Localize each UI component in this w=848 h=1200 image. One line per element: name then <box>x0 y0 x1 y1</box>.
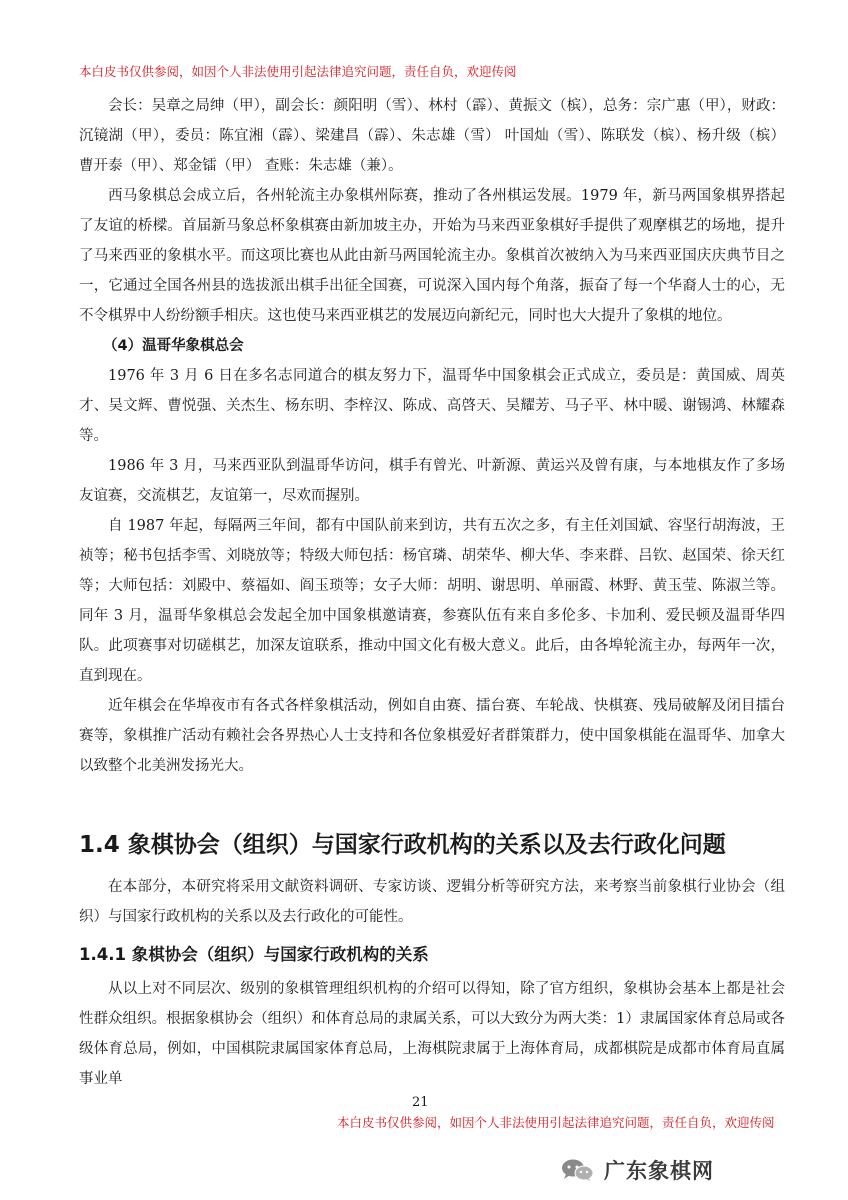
paragraph-malaysia-visit: 1986 年 3 月，马来西亚队到温哥华访问，棋手有曾光、叶新源、黄运兴及曾有康，与本地棋友作了多场友谊赛，交流棋艺，友谊第一，尽欢而握别。 <box>79 458 785 504</box>
paragraph-recent-activities: 近年棋会在华埠夜市有各式各样象棋活动，例如自由赛、擂台赛、车轮战、快棋赛、残局破解及闭目擂台赛等，象棋推广活动有赖社会各界热心人士支持和各位象棋爱好者群策群力，使中国象棋能在温哥华、加拿大以致整个北美洲发扬光大。 <box>79 698 785 774</box>
paragraph-officers: 会长：吴章之局绅（甲），副会长：颜阳明（雪）、林村（霹）、黄振文（槟），总务：宗广惠（甲），财政：沉镜湖（甲），委员：陈宜湘（霹）、梁建昌（霹）、朱志雄（雪） 叶国灿（雪）、陈联发（槟）、杨升级（槟） 曹开泰（甲）、郑金镭（甲） 查账：朱志雄（兼）。 <box>79 98 785 174</box>
disclaimer-notice-top: 本白皮书仅供参阅，如因个人非法使用引起法律追究问题，责任自负，欢迎传阅 <box>79 64 517 79</box>
disclaimer-notice-bottom: 本白皮书仅供参阅，如因个人非法使用引起法律追究问题，责任自负，欢迎传阅 <box>337 1115 775 1130</box>
paragraph-china-visits: 自 1987 年起，每隔两三年间，都有中国队前来到访，共有五次之多，有主任刘国斌、容坚行胡海波，王祯等；秘书包括李雪、刘晓放等；特级大师包括：杨官璘、胡荣华、柳大华、李来群、吕钦、赵国荣、徐天红等；大师包括：刘殿中、蔡福如、阎玉琐等；女子大师：胡明、谢思明、单丽霞、林野、黄玉莹、陈淑兰等。同年 3 月，温哥华象棋总会发起全加中国象棋邀请赛，参赛队伍有来自多伦多、卡加利、爱民顿及温哥华四队。此项赛事对切磋棋艺，加深友谊联系，推动中国文化有极大意义。此后，由各埠轮流主办，每两年一次，直到现在。 <box>79 518 785 684</box>
body-text-block-2 <box>79 872 785 932</box>
watermark <box>560 1154 714 1186</box>
paragraph-subsection: 从以上对不同层次、级别的象棋管理组织机构的介绍可以得知，除了官方组织，象棋协会基本上都是社会性群众组织。根据象棋协会（组织）和体育总局的隶属关系，可以大致分为两大类：1）隶属国家体育总局或各级体育总局，例如，中国棋院隶属国家体育总局，上海棋院隶属于上海体育局，成都棋院是成都市体育局直属事业单 <box>79 981 785 1087</box>
sub-heading-vancouver: （4）温哥华象棋总会 <box>103 338 244 354</box>
subsection-title: 1.4.1 象棋协会（组织）与国家行政机构的关系 <box>79 945 429 964</box>
paragraph-west-malaysia: 西马象棋总会成立后，各州轮流主办象棋州际赛，推动了各州棋运发展。1979 年，新马两国象棋界搭起了友谊的桥樑。首届新马象总杯象棋赛由新加坡主办，开始为马来西亚象棋好手提供了观摩棋艺的场地，提升了马来西亚的象棋水平。而这项比赛也从此由新马两国轮流主办。象棋首次被纳入为马来西亚国庆庆典节目之一，它通过全国各州县的选拔派出棋手出征全国赛，可说深入国内每个角落，振奋了每一个华裔人士的心，无不令棋界中人纷纷额手相庆。这也使马来西亚棋艺的发展迈向新纪元，同时也大大提升了象棋的地位。 <box>79 188 785 324</box>
section-title: 1.4 象棋协会（组织）与国家行政机构的关系以及去行政化问题 <box>79 832 726 858</box>
watermark-text: 广东象棋网 <box>604 1159 714 1183</box>
page-number: 21 <box>412 1095 429 1110</box>
body-text-block-3 <box>79 974 785 1094</box>
paragraph-section-intro: 在本部分，本研究将采用文献资料调研、专家访谈、逻辑分析等研究方法，来考察当前象棋行业协会（组织）与国家行政机构的关系以及去行政化的可能性。 <box>79 879 785 925</box>
body-text-block-1 <box>79 91 785 781</box>
paragraph-vancouver-founding: 1976 年 3 月 6 日在多名志同道合的棋友努力下，温哥华中国象棋会正式成立，委员是：黄国威、周英才、吴文辉、曹悦强、关杰生、杨东明、李梓汉、陈成、高啓天、吴耀芳、马子平、林中暖、谢锡鸿、林耀森等。 <box>79 368 785 444</box>
wechat-icon <box>560 1158 594 1182</box>
